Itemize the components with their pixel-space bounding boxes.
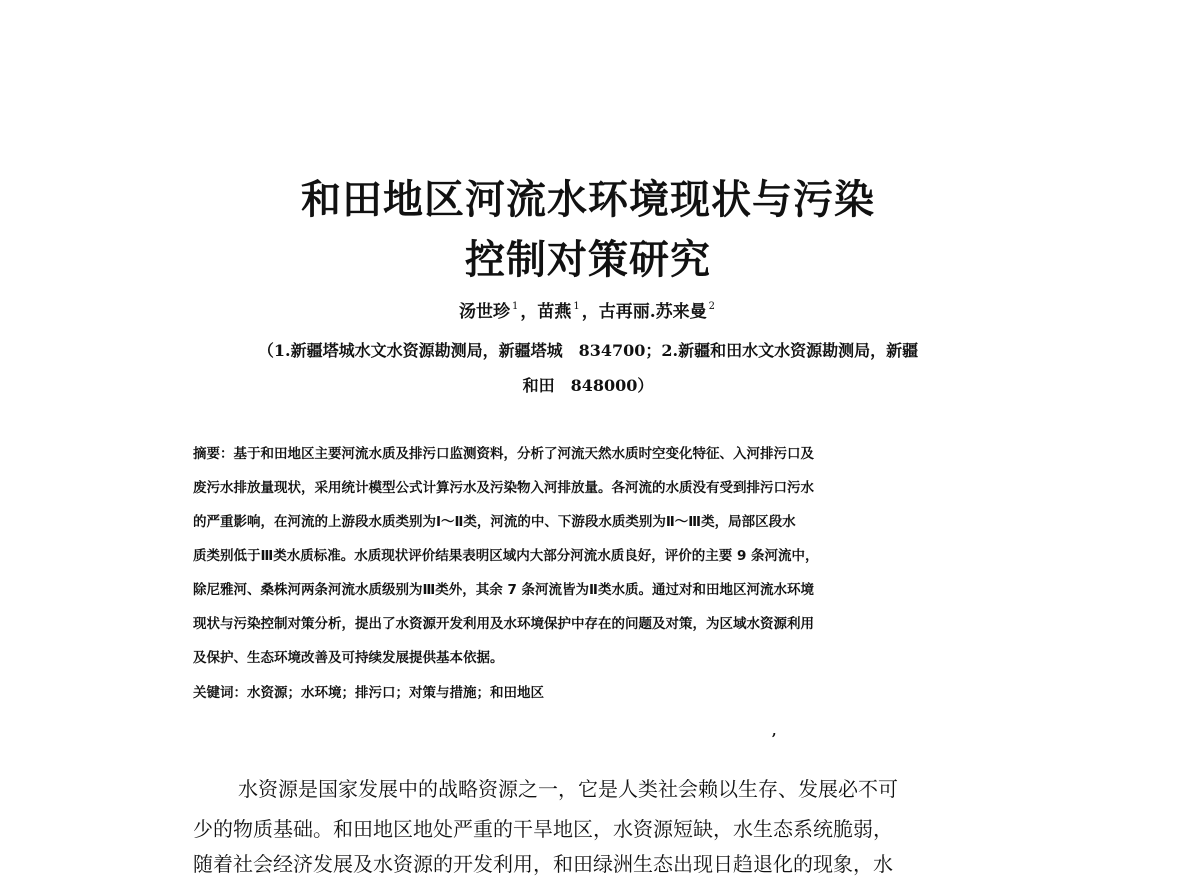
keywords-line: 关键词：水资源；水环境；排污口；对策与措施；和田地区 xyxy=(193,685,544,701)
abstract-line: 摘要：基于和田地区主要河流水质及排污口监测资料，分析了河流天然水质时空变化特征、入河排污口及 xyxy=(193,446,814,462)
abstract-line: 及保护、生态环境改善及可持续发展提供基本依据。 xyxy=(193,650,504,666)
paper-title-line-2: 控制对策研究 xyxy=(465,236,711,283)
author-affiliation-mark: 1 xyxy=(573,301,580,312)
body-text-line: 水资源是国家发展中的战略资源之一，它是人类社会赖以生存、发展必不可 xyxy=(238,777,898,801)
abstract-line: 除尼雅河、桑株河两条河流水质级别为Ⅲ类外，其余 7 条河流皆为Ⅱ类水质。通过对和田地区河流水环境 xyxy=(193,582,814,598)
author-name: 古再丽.苏来曼 xyxy=(598,302,707,322)
author-separator: ， xyxy=(520,302,538,322)
author-name: 苗燕 xyxy=(537,302,572,322)
stray-mark: , xyxy=(772,724,777,739)
author-separator: ， xyxy=(581,302,599,322)
author-list xyxy=(0,300,1176,324)
affiliation-line-1: （1.新疆塔城水文水资源勘测局，新疆塔城 834700；2.新疆和田水文水资源勘测局，新疆 xyxy=(257,341,919,360)
author-name: 汤世珍 xyxy=(458,302,510,322)
author-affiliation-mark: 1 xyxy=(511,301,519,312)
abstract-line: 质类别低于Ⅲ类水质标准。水质现状评价结果表明区域内大部分河流水质良好，评价的主要 9 条河流中， xyxy=(193,548,819,564)
abstract-line: 现状与污染控制对策分析，提出了水资源开发利用及水环境保护中存在的问题及对策，为区域水资源利用 xyxy=(193,616,814,632)
paper-title-line-1: 和田地区河流水环境现状与污染 xyxy=(301,176,875,223)
abstract-line: 的严重影响，在河流的上游段水质类别为Ⅰ～Ⅱ类，河流的中、下游段水质类别为Ⅱ～Ⅲ类，局部区段水 xyxy=(193,514,796,530)
body-text-line: 少的物质基础。和田地区地处严重的干旱地区，水资源短缺，水生态系统脆弱， xyxy=(193,817,893,841)
body-text-line: 随着社会经济发展及水资源的开发利用，和田绿洲生态出现日趋退化的现象，水 xyxy=(193,852,893,876)
abstract-line: 废污水排放量现状，采用统计模型公式计算污水及污染物入河排放量。各河流的水质没有受到排污口污水 xyxy=(193,480,814,496)
author-affiliation-mark: 2 xyxy=(708,301,716,312)
affiliation-line-2: 和田 848000） xyxy=(522,376,654,395)
